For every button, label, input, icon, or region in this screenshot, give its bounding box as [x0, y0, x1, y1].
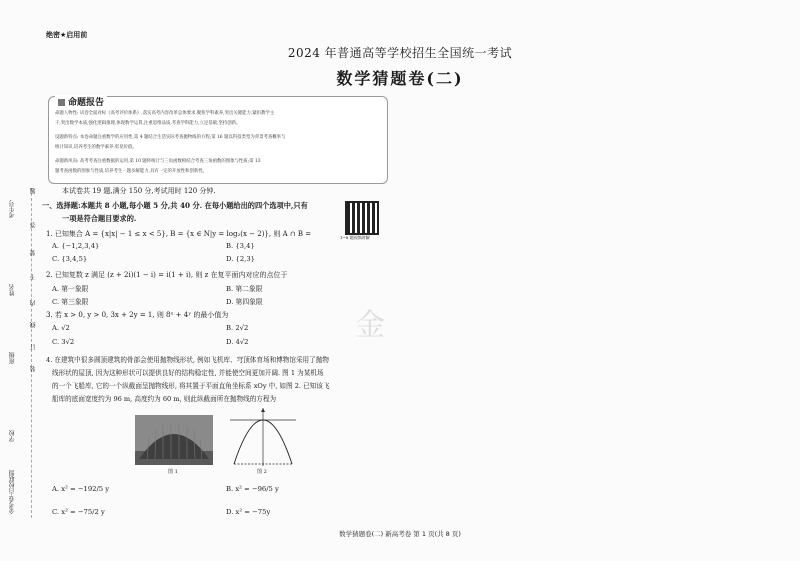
option: C. 3√2 — [52, 338, 75, 346]
class-label: 班级 — [9, 352, 16, 364]
report-line: 命题人物性: 试卷全面对标《高考评价体系》,落实高考内容改革总体要求,聚焦学科素养,突出关键能力,紧扣教学主 — [55, 111, 275, 116]
watermark: 金 — [355, 308, 385, 343]
seal-char: 题 — [30, 188, 37, 194]
option: D. 4√2 — [226, 338, 249, 346]
report-line: 设题新特点: 本卷命题注重数学的应用性,第 4 题结合生活实际考查抛物线的方程;第 16 题以科技类型为背景考查概率与 — [55, 135, 286, 140]
hangar-photo — [135, 415, 213, 465]
binding-line — [31, 188, 32, 518]
page-footer: 数学猜题卷(二) 新高考卷 第 1 页(共 8 页) — [339, 530, 461, 538]
option: C. {3,4,5} — [52, 255, 88, 263]
option: C. 第三象限 — [52, 298, 89, 306]
question-stem-cont: 船库的底面宽度约为 96 m, 高度约为 60 m, 则此纵截面所在抛物线的方程为 — [52, 395, 277, 403]
option: D. x² = −75y — [226, 508, 271, 516]
option: D. 第四象限 — [226, 298, 263, 306]
option: B. 2√2 — [226, 324, 249, 332]
seal-char: 线 — [30, 322, 37, 328]
option: B. x² = −96/5 y — [226, 485, 279, 493]
option: A. 第一象限 — [52, 285, 89, 293]
figure-caption: 图 2 — [257, 469, 267, 475]
school-label: 学校 — [9, 430, 16, 442]
exam-title: 2024 年普通高等学校招生全国统一考试 — [287, 46, 513, 60]
option: D. {2,3} — [226, 255, 255, 263]
seal-char: 内 — [30, 300, 37, 306]
figure-caption: 图 1 — [168, 469, 178, 475]
report-line: 命题新风向: 高考考查注重数据的运用,第 10 题将统计与三角函数相结合考查三角函数的图象与性质;第 13 — [55, 159, 261, 164]
option: A. x² = −192/5 y — [52, 485, 110, 493]
option: B. 第二象限 — [226, 285, 263, 293]
report-heading — [55, 95, 107, 108]
option: A. {−1,2,3,4} — [52, 242, 100, 250]
exam-number-label: 考生号 — [9, 200, 16, 218]
seal-char: 要 — [30, 250, 37, 256]
option: B. {3,4} — [226, 242, 255, 250]
confidential-mark: 绝密★启用前 — [46, 31, 88, 39]
section-heading-cont: 一项是符合题目要求的. — [62, 214, 137, 223]
seal-char: 订 — [30, 344, 37, 350]
option: C. x² = −75/2 y — [52, 508, 105, 516]
seal-char: 不 — [30, 274, 37, 280]
question-stem: 4. 在建筑中很多圆顶建筑的骨部会使用抛物线形状, 例如飞机库、穹顶体育场和博物馆采用了抛物 — [46, 356, 329, 364]
question-stem: 2. 已知复数 z 满足 (z + 2i)(1 − i) = i(1 + i), 则 z 在复平面内对应的点位于 — [46, 271, 288, 279]
qr-code-icon[interactable] — [345, 201, 379, 235]
parabola-diagram — [228, 408, 298, 466]
question-stem-cont: 的一个飞船库, 它的一个纵截面呈抛物线形, 将其置于平面直角坐标系 xOy 中, 如图 2. 已知该飞 — [52, 382, 330, 390]
question-stem-cont: 线形状的屋顶, 因为这种形状可以提供良好的结构稳定性, 并能使空间更加开阔. 图 1 为某机场 — [52, 369, 324, 377]
report-line: 题考查函数的图象与性质,培养考生一题多解能力,具有一定的开放性和创新性。 — [55, 169, 208, 174]
section-heading: 一、选择题:本题共 8 小题,每小题 5 分,共 40 分. 在每小题给出的四个选项中,只有 — [42, 201, 308, 210]
report-icon — [58, 99, 65, 106]
seal-char: 装 — [30, 366, 37, 372]
report-line: 干,突出数学本质,强化逻辑推理,体现数学运算,注重思维品质,考查学科能力,立足基础,坚持创新。 — [55, 121, 241, 126]
question-stem: 3. 若 x > 0, y > 0, 3x + 2y = 1, 则 8ˣ + 4ʸ 的最小值为 — [46, 311, 229, 319]
exam-info: 本试卷共 19 题,满分 150 分,考试用时 120 分钟. — [62, 187, 216, 195]
paper-subtitle: 数学猜题卷(二) — [336, 69, 464, 88]
report-line: 统计知识,培养考生的数学素养,彰显价值。 — [55, 145, 137, 150]
question-stem: 1. 已知集合 A = {x|x| − 1 ≤ x < 5}, B = {x ∈ N|y = log₂(x − 2)}, 则 A ∩ B = — [46, 230, 312, 238]
name-label: 姓名 — [9, 284, 16, 296]
seal-char: 答 — [30, 222, 37, 228]
option: A. √2 — [52, 324, 70, 332]
series-label: 金考卷·百校联盟 — [9, 470, 16, 514]
qr-caption: 1~8 题视频讲解 — [340, 235, 370, 240]
report-heading-text: 命题报告 — [68, 98, 105, 108]
report-box — [48, 96, 388, 184]
